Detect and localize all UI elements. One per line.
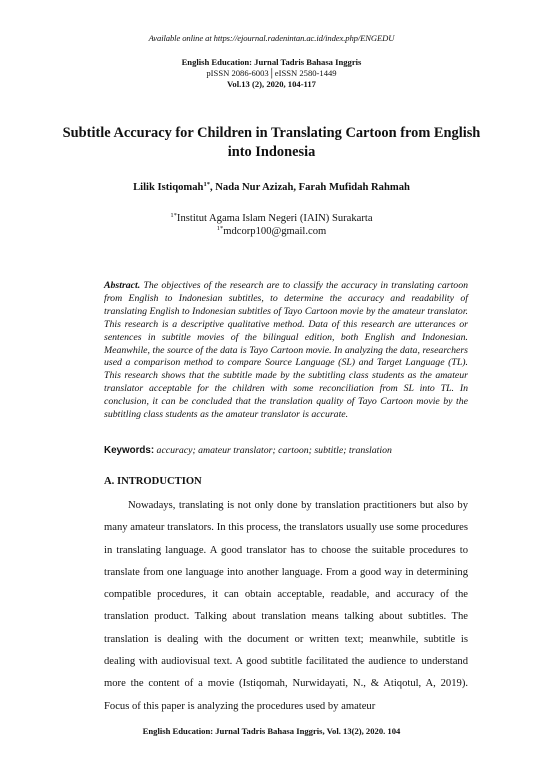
- affiliation-email-line: [0, 225, 543, 238]
- page-footer: English Education: Jurnal Tadris Bahasa Inggris, Vol. 13(2), 2020. 104: [142, 726, 401, 736]
- affiliation-email: mdcorp100@gmail.com: [223, 226, 327, 237]
- affiliation-institution-line: [0, 212, 543, 225]
- author-rest: , Nada Nur Azizah, Farah Mufidah Rahmah: [209, 182, 410, 193]
- keywords-list: accuracy; amateur translator; cartoon; subtitle; translation: [154, 445, 392, 456]
- journal-name: English Education: Jurnal Tadris Bahasa Inggris: [181, 57, 362, 67]
- abstract: [104, 280, 468, 422]
- affiliation-block: [0, 212, 543, 238]
- affiliation-superscript: 1*: [170, 212, 177, 219]
- email-superscript: 1*: [216, 225, 224, 232]
- intro-paragraph: Nowadays, translating is not only done by translation practitioners but also by many amateur translators. In this process, the translators usually use some procedures in translating language. A good translator has to choose the suitable procedures to translate from one language into another language. From a good way in determining compatible procedures, it can obtain acceptable, readable, and accuracy of the translation product. Talking about translation means talking about subtitles. The translation is dealing with the document or written text; meanwhile, subtitle is dealing with audiovisual text. A good subtitle facilitated the audience to understand more the content of a movie (Istiqomah, Nurwidayati, N., & Atiqotul, A, 2019). Focus of this paper is analyzing the procedures used by amateur: [104, 500, 468, 712]
- abstract-text: The objectives of the research are to classify the accuracy in translating cartoon from English to Indonesian subtitles, to determine the accuracy and readability of translating English to Indonesian subtitles of Tayo Cartoon movie by the amateur translator. This research is a descriptive qualitative method. Data of this research are utterances or sentences in subtitle movies of the bilingual edition, both English and Indonesian. Meanwhile, the source of the data is Tayo Cartoon movie. In analyzing the data, researchers used a comparison method to compare Source Language (SL) and Target Language (TL). This research shows that the subtitle made by the subtitling class students as the amateur translator acceptable for the children with some reconciliation from SL into TL. In conclusion, it can be concluded that the translation quality of Tayo Cartoon movie by the subtitling class students as the amateur translator is accurate.: [104, 280, 468, 421]
- availability-note: Available online at https://ejournal.radenintan.ac.id/index.php/ENGEDU: [148, 33, 395, 43]
- author-list: [0, 182, 543, 193]
- article-title: Subtitle Accuracy for Children in Translating Cartoon from English into Indonesia: [62, 125, 481, 160]
- author-first: Lilik Istiqomah: [133, 182, 204, 193]
- keywords: [104, 444, 468, 457]
- volume-line: Vol.13 (2), 2020, 104-117: [227, 79, 316, 89]
- section-heading: A. INTRODUCTION: [104, 476, 202, 487]
- author-first-superscript: 1*: [203, 181, 210, 188]
- abstract-label: Abstract.: [104, 280, 141, 291]
- issn-line: pISSN 2086-6003│eISSN 2580-1449: [206, 68, 337, 78]
- keywords-label: Keywords:: [104, 445, 155, 456]
- affiliation-institution: Institut Agama Islam Negeri (IAIN) Surakarta: [176, 213, 373, 224]
- body-text: [104, 495, 468, 718]
